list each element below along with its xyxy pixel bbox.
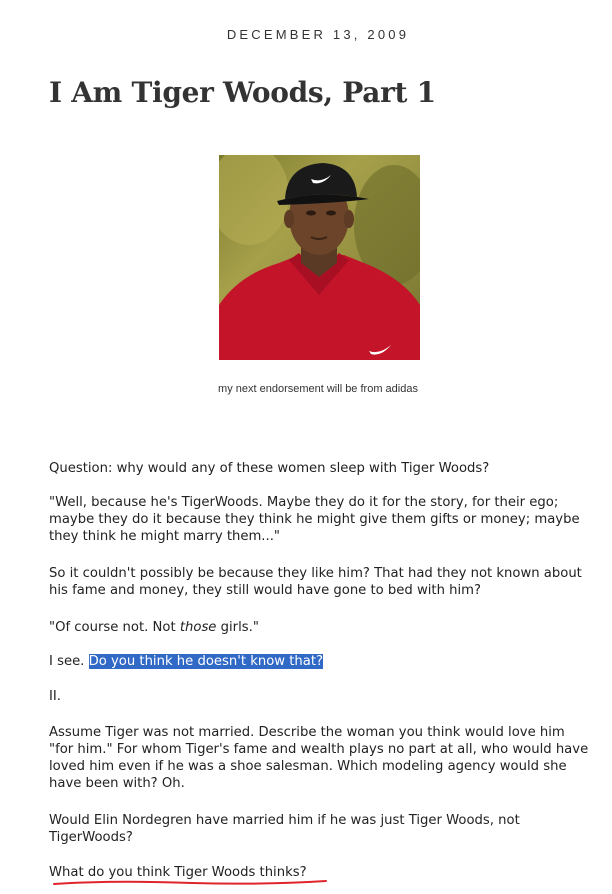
emphasis-text: those (179, 620, 217, 635)
paragraph-of-course (49, 619, 589, 636)
red-underline-annotation (52, 878, 328, 888)
post-date: DECEMBER 13, 2009 (226, 27, 410, 42)
paragraph-i-see (49, 653, 589, 670)
paragraph-question: Question: why would any of these women sleep with Tiger Woods? (49, 461, 490, 476)
paragraph-final-question: What do you think Tiger Woods thinks? (49, 865, 307, 880)
photo-caption: my next endorsement will be from adidas (218, 383, 418, 395)
paragraph-followup: So it couldn't possibly be because they like him? That had they not known about his fame and money, they still would have gone to bed with him? (49, 566, 582, 598)
text-segment: girls." (216, 620, 259, 635)
paragraph-quote: "Well, because he's TigerWoods. Maybe they do it for the story, for their ego; maybe they do it because they think he might give them gifts or money; maybe they think he might marry them..." (49, 495, 580, 544)
section-heading-ii: II. (49, 689, 61, 704)
golfer-illustration (219, 155, 420, 360)
paragraph-elin: Would Elin Nordegren have married him if he was just Tiger Woods, not TigerWoods? (49, 813, 520, 845)
selected-text[interactable]: Do you think he doesn't know that? (88, 654, 324, 669)
post-photo (219, 155, 420, 360)
text-segment: I see. (49, 654, 89, 669)
paragraph-assume: Assume Tiger was not married. Describe the woman you think would love him "for him." For whom Tiger's fame and wealth plays no part at all, who would have loved him even if he was a shoe salesman. Which modeling agency would she have been with? Oh. (49, 725, 589, 791)
text-segment: "Of course not. Not (49, 620, 180, 635)
post-title[interactable]: I Am Tiger Woods, Part 1 (49, 76, 436, 109)
